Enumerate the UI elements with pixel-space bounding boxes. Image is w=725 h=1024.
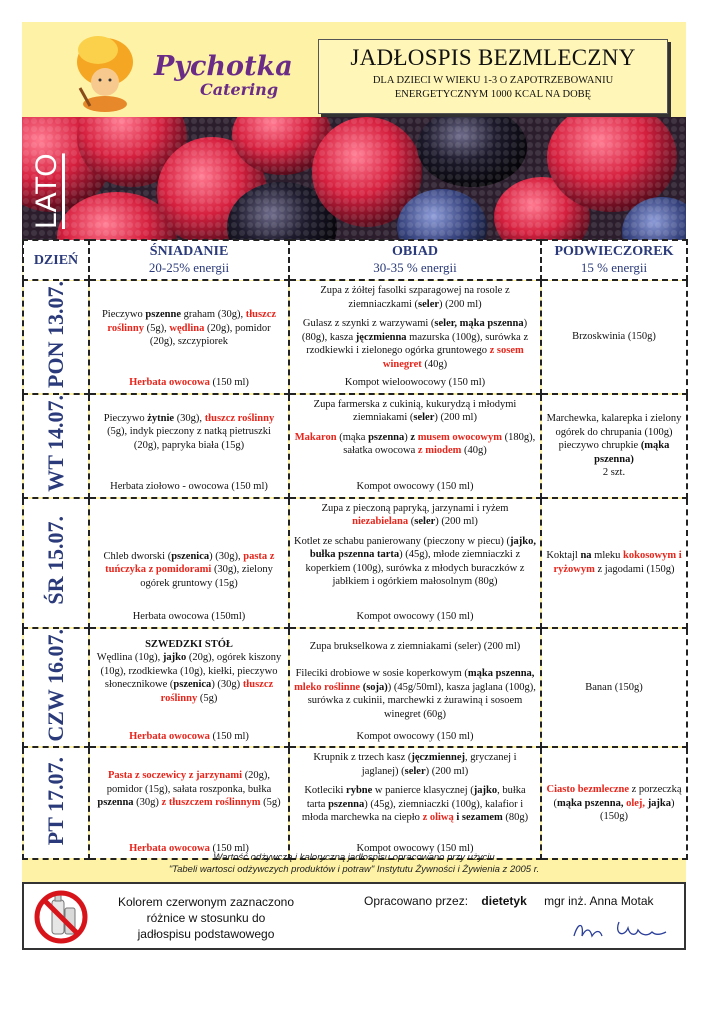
snack-text: Marchewka, kalarepka i zielony ogórek do chrupania (100g) pieczywo chrupkie (mąka pszenna) [546, 413, 682, 465]
header-snack [541, 240, 687, 280]
snack-text: Brzoskwinia (150g) [572, 331, 656, 343]
lunch-cell [289, 747, 541, 859]
snack-text: Ciasto bezmleczne z porzeczką (mąka pszenna, olej, jajka) (150g) [546, 784, 682, 823]
prepared-by-label: Opracowano przez: [364, 894, 469, 908]
day-cell [23, 394, 89, 498]
lunch-cell [289, 394, 541, 498]
day-label: WT 14.07. [43, 394, 68, 492]
subtitle-line-2: ENERGETYCZNYM 1000 KCAL NA DOBĘ [394, 89, 592, 100]
breakfast-cell [89, 280, 289, 394]
lunch-cell [289, 498, 541, 628]
day-cell [23, 498, 89, 628]
legend-line-2: różnice w stosunku do [146, 911, 266, 925]
day-cell [23, 628, 89, 748]
table-row [23, 394, 687, 498]
lunch-drink: Kompot owocowy (150 ml) [356, 481, 474, 493]
breakfast-cell [89, 747, 289, 859]
logo-sub: Catering [200, 80, 278, 99]
day-label: PT 17.07. [43, 756, 68, 846]
breakfast-text: Pieczywo pszenne graham (30g), tłuszcz roślinny (5g), wędlina (20g), pomidor (20g), szczypiorek [101, 309, 277, 347]
lunch-soup: Zupa z pieczoną papryką, jarzynami i ryżem niezabielana (seler) (200 ml) [321, 502, 509, 528]
table-row [23, 280, 687, 394]
lunch-cell [289, 628, 541, 748]
berries-image [22, 117, 686, 257]
day-label: PON 13.07. [43, 281, 68, 388]
color-legend [106, 894, 306, 942]
header-breakfast [89, 240, 289, 280]
lunch-soup: Zupa brukselkowa z ziemniakami (seler) (200 ml) [309, 640, 521, 652]
lunch-soup: Zupa z żółtej fasolki szparagowej na rosole z ziemniaczkami (seler) (200 ml) [320, 285, 510, 310]
chef-icon [50, 32, 160, 112]
berries-banner [22, 117, 686, 257]
lunch-drink: Kompot owocowy (150 ml) [356, 842, 474, 854]
lunch-drink: Kompot owocowy (150 ml) [356, 611, 474, 623]
table-row [23, 498, 687, 628]
nutrition-note [22, 849, 686, 879]
lunch-soup: Zupa farmerska z cukinią, kukurydzą i młodymi ziemniakami (seler) (200 ml) [313, 398, 517, 424]
snack-title: PODWIECZOREK [554, 244, 674, 259]
season-label: LATO [30, 153, 63, 229]
lunch-cell [289, 280, 541, 394]
breakfast-drink: Herbata owocowa (150 ml) [129, 377, 249, 389]
signature [564, 914, 674, 944]
footer-box [22, 882, 686, 950]
snack-cell [541, 280, 687, 394]
breakfast-drink: Herbata owocowa (150ml) [132, 611, 246, 623]
lunch-drink: Kompot owocowy (150 ml) [356, 730, 474, 742]
menu-page [22, 22, 686, 950]
snack-cell [541, 747, 687, 859]
breakfast-text: Wędlina (10g), jajko (20g), ogórek kiszony (10g), rzodkiewka (10g), kiełki, pieczywo słonecznikowe (pszenica) (30g) tłuszcz roślinny (5g) [96, 652, 282, 704]
breakfast-text: Chleb dworski (pszenica) (30g), pasta z tuńczyka z pomidorami (30g), zielony ogórek gruntowy (15g) [103, 550, 275, 589]
header [22, 22, 686, 117]
lunch-main: Kotleciki rybne w panierce klasycznej (jajko, bułka tarta pszenna) (45g), ziemniaczki (100g), kalafior i młoda marchewka na ciepło z oliwą i sezamem (80g) [301, 785, 529, 824]
author-role: dietetyk [481, 894, 527, 908]
breakfast-text: Pasta z soczewicy z jarzynami (20g), pomidor (15g), sałata roszponka, bułka pszenna (30g) z tłuszczem roślinnym (5g) [97, 770, 281, 809]
lunch-title: OBIAD [392, 244, 438, 259]
legend-line-1: Kolorem czerwonym zaznaczono [117, 895, 295, 909]
header-lunch [289, 240, 541, 280]
breakfast-text: Pieczywo żytnie (30g), tłuszcz roślinny (5g), indyk pieczony z natką pietruszki (20g), papryka biała (15g) [103, 412, 275, 451]
breakfast-cell [89, 394, 289, 498]
prepared-by [364, 894, 654, 908]
title-box [318, 39, 668, 114]
nutrition-note-line-1: Wartość odżywczą i kaloryczną jadłospisu opracowano przy użyciu [213, 852, 495, 863]
menu-table [22, 239, 688, 860]
header-day: DZIEŃ [23, 240, 89, 280]
breakfast-drink: Herbata owocowa (150 ml) [129, 730, 249, 742]
lunch-drink: Kompot wieloowocowy (150 ml) [344, 377, 486, 389]
snack-cell [541, 394, 687, 498]
snack-cell [541, 628, 687, 748]
snack-text: Banan (150g) [585, 681, 643, 693]
breakfast-drink: Herbata owocowa (150 ml) [129, 842, 249, 854]
day-cell [23, 747, 89, 859]
page-subtitle [319, 74, 667, 102]
logo-name: Pychotka [154, 51, 293, 82]
logo [50, 32, 293, 112]
table-row [23, 628, 687, 748]
snack-count: 2 szt. [602, 467, 626, 479]
table-header-row [23, 240, 687, 280]
day-cell [23, 280, 89, 394]
breakfast-cell [89, 498, 289, 628]
snack-cell [541, 498, 687, 628]
lunch-soup: Krupnik z trzech kasz (jęczmiennej, gryczanej i jaglanej) (seler) (200 ml) [313, 752, 517, 777]
snack-text: Koktajl na mleku kokosowym i ryżowym z jagodami (150g) [546, 550, 682, 575]
breakfast-drink: Herbata ziołowo - owocowa (150 ml) [110, 481, 268, 493]
table-row [23, 747, 687, 859]
breakfast-title: ŚNIADANIE [149, 244, 229, 259]
breakfast-cell [89, 628, 289, 748]
day-label: ŚR 15.07. [43, 515, 68, 605]
legend-line-3: jadłospisu podstawowego [137, 927, 275, 941]
no-milk-icon [34, 890, 88, 944]
breakfast-title: SZWEDZKI STÓŁ [145, 638, 233, 650]
lunch-main: Fileciki drobiowe w sosie koperkowym (mąka pszenna, mleko roślinne (soja)) (45g/50ml), kasza jaglana (100g), surówka z cukinii, marchewki z żurawiną i sosoem winegret (60g) [294, 668, 536, 720]
day-label: CZW 16.07. [43, 628, 68, 742]
author-name: mgr inż. Anna Motak [544, 894, 654, 908]
lunch-main: Kotlet ze schabu panierowany (pieczony w piecu) (jajko, bułka pszenna tarta) (45g), młode ziemniaczki z koperkiem (100g), surówka z młodych buraczków z jabłkiem i ogórkiem małosolnym (80g) [294, 535, 537, 588]
snack-energy: 15 % energii [580, 260, 648, 275]
lunch-main: Makaron (mąka pszenna) z musem owocowym (180g), sałatka owocowa z miodem (40g) [294, 431, 536, 457]
lunch-main: Gulasz z szynki z warzywami (seler, mąka pszenna) (80g), kasza jęczmienna mazurska (100g), surówka z rzodkiewki i zielonego ogórka gruntowego z sosem winegret (40g) [301, 318, 529, 370]
lunch-energy: 30-35 % energii [373, 260, 457, 275]
subtitle-line-1: DLA DZIECI W WIEKU 1-3 O ZAPOTRZEBOWANIU [372, 75, 614, 86]
breakfast-energy: 20-25% energii [148, 260, 230, 275]
page-title: JADŁOSPIS BEZMLECZNY [350, 45, 636, 70]
nutrition-note-line-2: "Tabeli wartosci odżywczych produktów i potraw" Instytutu Żywności i Żywienia z 2005 r. [168, 864, 540, 875]
